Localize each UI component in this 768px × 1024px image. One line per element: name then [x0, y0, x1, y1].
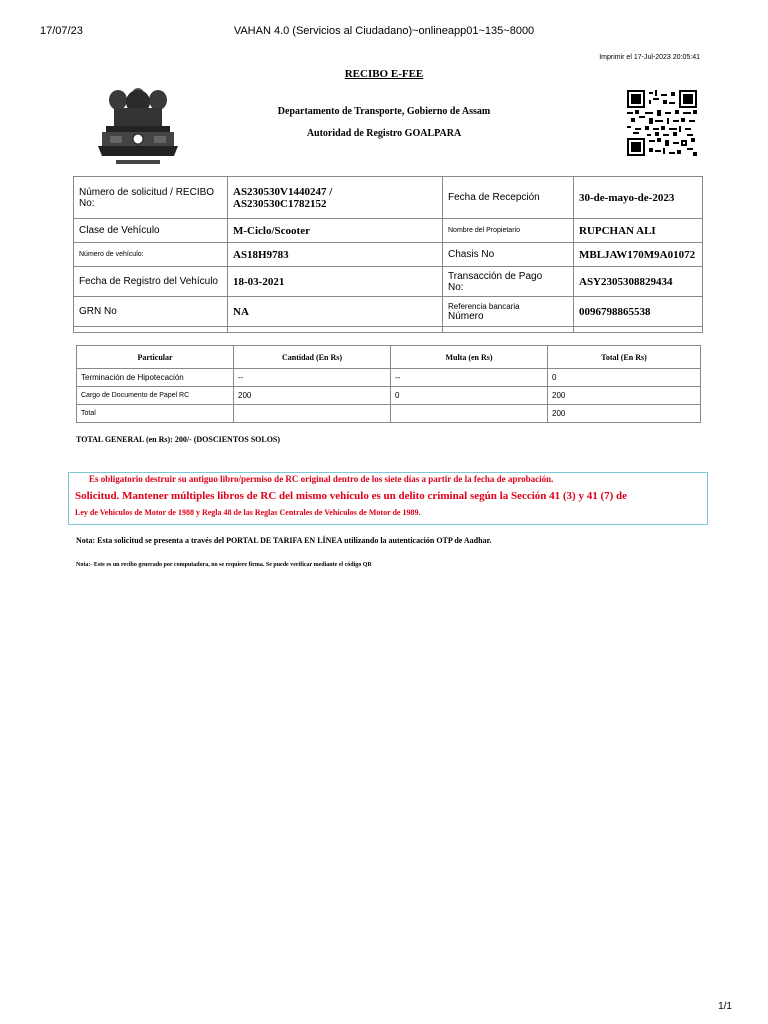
table-header-row [77, 346, 701, 369]
table-row [74, 177, 703, 219]
grand-total-text: TOTAL GENERAL (en Rs): 200/- (DOSCIENTOS SOLOS) [76, 435, 281, 444]
fee-breakdown-table [76, 345, 701, 423]
table-row [74, 267, 703, 297]
vehicle-number-value: AS18H9783 [228, 243, 443, 267]
table-cell: 0 [391, 387, 548, 405]
table-row [74, 327, 703, 333]
bank-reference-label: Referencia bancaria Número [443, 297, 574, 327]
registration-date-label: Fecha de Registro del Vehículo [74, 267, 228, 297]
table-row [77, 387, 701, 405]
column-header: Total (En Rs) [548, 346, 701, 369]
warning-line-2: Solicitud. Mantener múltiples libros de RC del mismo vehículo es un delito criminal según la Sección 41 (3) y 41 (7) de [75, 490, 628, 502]
table-cell: Terminación de Hipotecación [77, 369, 234, 387]
table-row [74, 219, 703, 243]
vehicle-number-label: Número de vehículo: [74, 243, 228, 267]
receipt-title: RECIBO E-FEE [344, 68, 424, 80]
warning-box [68, 472, 708, 525]
table-cell: -- [391, 369, 548, 387]
table-cell: 200 [234, 387, 391, 405]
column-header: Particular [77, 346, 234, 369]
table-cell: Cargo de Documento de Papel RC [77, 387, 234, 405]
receipt-date-value: 30-de-mayo-de-2023 [574, 177, 703, 219]
print-header-title: VAHAN 4.0 (Servicios al Ciudadano)~onlineapp01~135~8000 [233, 25, 535, 37]
table-cell: -- [234, 369, 391, 387]
portal-note: Nota: Esta solicitud se presenta a través del PORTAL DE TARIFA EN LÍNEA utilizando la autenticación OTP de Aadhar. [76, 536, 492, 545]
table-row [77, 369, 701, 387]
bank-reference-value: 0096798865538 [574, 297, 703, 327]
column-header: Cantidad (En Rs) [234, 346, 391, 369]
department-name: Departamento de Transporte, Gobierno de Assam [277, 106, 491, 117]
grn-number-value: NA [228, 297, 443, 327]
grn-number-label: GRN No [74, 297, 228, 327]
chassis-number-value: MBLJAW170M9A01072 [574, 243, 703, 267]
print-header-date: 17/07/23 [40, 25, 83, 37]
warning-line-1: Es obligatorio destruir su antiguo libro/permiso de RC original dentro de los siete días a partir de la fecha de aprobación. [89, 474, 554, 484]
table-cell [391, 405, 548, 423]
column-header: Multa (en Rs) [391, 346, 548, 369]
vehicle-class-label: Clase de Vehículo [74, 219, 228, 243]
receipt-date-label: Fecha de Recepción [443, 177, 574, 219]
table-cell: Total [77, 405, 234, 423]
owner-name-label: Nombre del Propietario [443, 219, 574, 243]
payment-transaction-value: ASY2305308829434 [574, 267, 703, 297]
vehicle-class-value: M-Ciclo/Scooter [228, 219, 443, 243]
warning-line-3: Ley de Vehículos de Motor de 1988 y Regla 48 de las Reglas Centrales de Vehículos de Motor de 1989. [75, 508, 421, 517]
table-row [77, 405, 701, 423]
computer-generated-note: Nota:- Este es un recibo generado por computadora, no se requiere firma. Se puede verificar mediante el código QR [76, 562, 372, 568]
application-number-label: Número de solicitud / RECIBO No: [74, 177, 228, 219]
table-cell: 0 [548, 369, 701, 387]
qr-code-icon [627, 90, 697, 156]
chassis-number-label: Chasis No [443, 243, 574, 267]
table-row [74, 243, 703, 267]
table-cell: 200 [548, 405, 701, 423]
payment-transaction-label: Transacción de Pago No: [443, 267, 574, 297]
table-cell: 200 [548, 387, 701, 405]
application-number-value: AS230530V1440247 / AS230530C1782152 [228, 177, 443, 219]
table-cell [234, 405, 391, 423]
owner-name-value: RUPCHAN ALI [574, 219, 703, 243]
print-timestamp: Imprimir el 17-Jul-2023 20:05:41 [599, 54, 700, 61]
registering-authority: Autoridad de Registro GOALPARA [306, 128, 462, 139]
vehicle-info-table [73, 176, 703, 333]
registration-date-value: 18-03-2021 [228, 267, 443, 297]
page-number: 1/1 [718, 1001, 732, 1012]
table-row [74, 297, 703, 327]
national-emblem-icon [90, 80, 186, 170]
